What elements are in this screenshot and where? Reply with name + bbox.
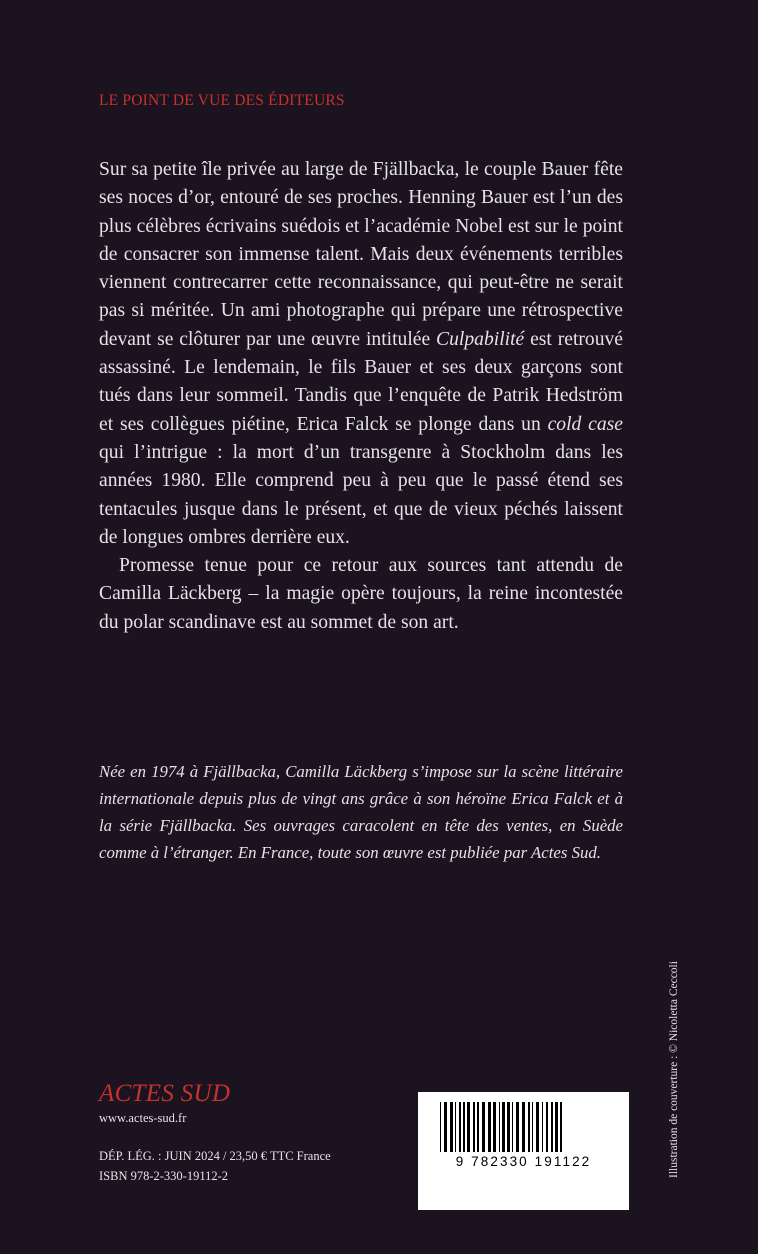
artwork-title: Culpabilité: [436, 328, 525, 350]
barcode-bar: [463, 1102, 465, 1152]
blurb-paragraph-1: [99, 156, 623, 552]
barcode-bar: [473, 1102, 475, 1152]
barcode-bar: [440, 1102, 441, 1152]
barcode-bar: [450, 1102, 453, 1152]
barcode-bars: [418, 1092, 629, 1154]
barcode-bar: [493, 1102, 496, 1152]
barcode-bar: [532, 1102, 533, 1152]
barcode-bar: [459, 1102, 461, 1152]
barcode-bar: [444, 1102, 447, 1152]
legal-deposit-price: DÉP. LÉG. : JUIN 2024 / 23,50 € TTC France: [99, 1149, 331, 1163]
section-heading: LE POINT DE VUE DES ÉDITEURS: [99, 92, 345, 109]
barcode-bar: [507, 1102, 510, 1152]
barcode-bar: [512, 1102, 513, 1152]
barcode-bar: [499, 1102, 500, 1152]
barcode-bar: [536, 1102, 539, 1152]
cover-illustration-credit: Illustration de couverture : © Nicoletta Ceccoli: [668, 961, 680, 1178]
barcode-bar: [482, 1102, 485, 1152]
barcode-bar: [528, 1102, 530, 1152]
barcode-bar: [555, 1102, 558, 1152]
blurb-text: est retrouvé assassiné. Le lendemain, le fils Bauer et ses deux garçons sont tués dans leur sommeil. Tandis que l’enquête de Patrik Hedström et ses collègues piétine, Erica Falck se plonge dans un: [99, 328, 623, 435]
barcode-bar: [522, 1102, 525, 1152]
barcode-bar: [546, 1102, 548, 1152]
legal-info: [99, 1146, 331, 1186]
isbn-barcode: [418, 1092, 629, 1210]
barcode-bar: [551, 1102, 553, 1152]
barcode-bar: [477, 1102, 479, 1152]
author-bio: Née en 1974 à Fjällbacka, Camilla Läckberg s’impose sur la scène littéraire internationale depuis plus de vingt ans grâce à son héroïne Erica Falck et à la série Fjällbacka. Ses ouvrages caracolent en tête des ventes, en Suède comme à l’étranger. En France, toute son œuvre est publiée par Actes Sud.: [99, 762, 623, 862]
back-cover-blurb: [99, 156, 623, 637]
publisher-website: www.actes-sud.fr: [99, 1111, 187, 1125]
blurb-paragraph-2: Promesse tenue pour ce retour aux sources tant attendu de Camilla Läckberg – la magie opère toujours, la reine incontestée du polar scandinave est au sommet de son art.: [99, 555, 623, 633]
barcode-bar: [502, 1102, 505, 1152]
publisher-logo: ACTES SUD: [99, 1080, 231, 1107]
blurb-text: Sur sa petite île privée au large de Fjällbacka, le couple Bauer fête ses noces d’or, entouré de ses proches. Henning Bauer est l’un des plus célèbres écrivains suédois et l’académie Nobel est sur le point de consacrer son immense talent. Mais deux événements terribles viennent contrecarrer cette reconnaissance, qui peut-être ne serait pas si méritée. Un ami photographe qui prépare une rétrospective devant se clôturer par une œuvre intitulée: [99, 159, 623, 350]
barcode-bar: [467, 1102, 470, 1152]
blurb-text: qui l’intrigue : la mort d’un transgenre à Stockholm dans les années 1980. Elle comprend peu à peu que le passé étend ses tentacules jusque dans le présent, et que de vieux péchés laissent de longues ombres derrière eux.: [99, 441, 623, 548]
barcode-bar: [542, 1102, 543, 1152]
barcode-bar: [560, 1102, 562, 1152]
barcode-digits: 9 782330 191122: [455, 1154, 592, 1169]
barcode-bar: [488, 1102, 491, 1152]
isbn: ISBN 978-2-330-19112-2: [99, 1169, 229, 1183]
barcode-bar: [455, 1102, 456, 1152]
barcode-bar: [516, 1102, 519, 1152]
cold-case-term: cold case: [547, 413, 623, 435]
